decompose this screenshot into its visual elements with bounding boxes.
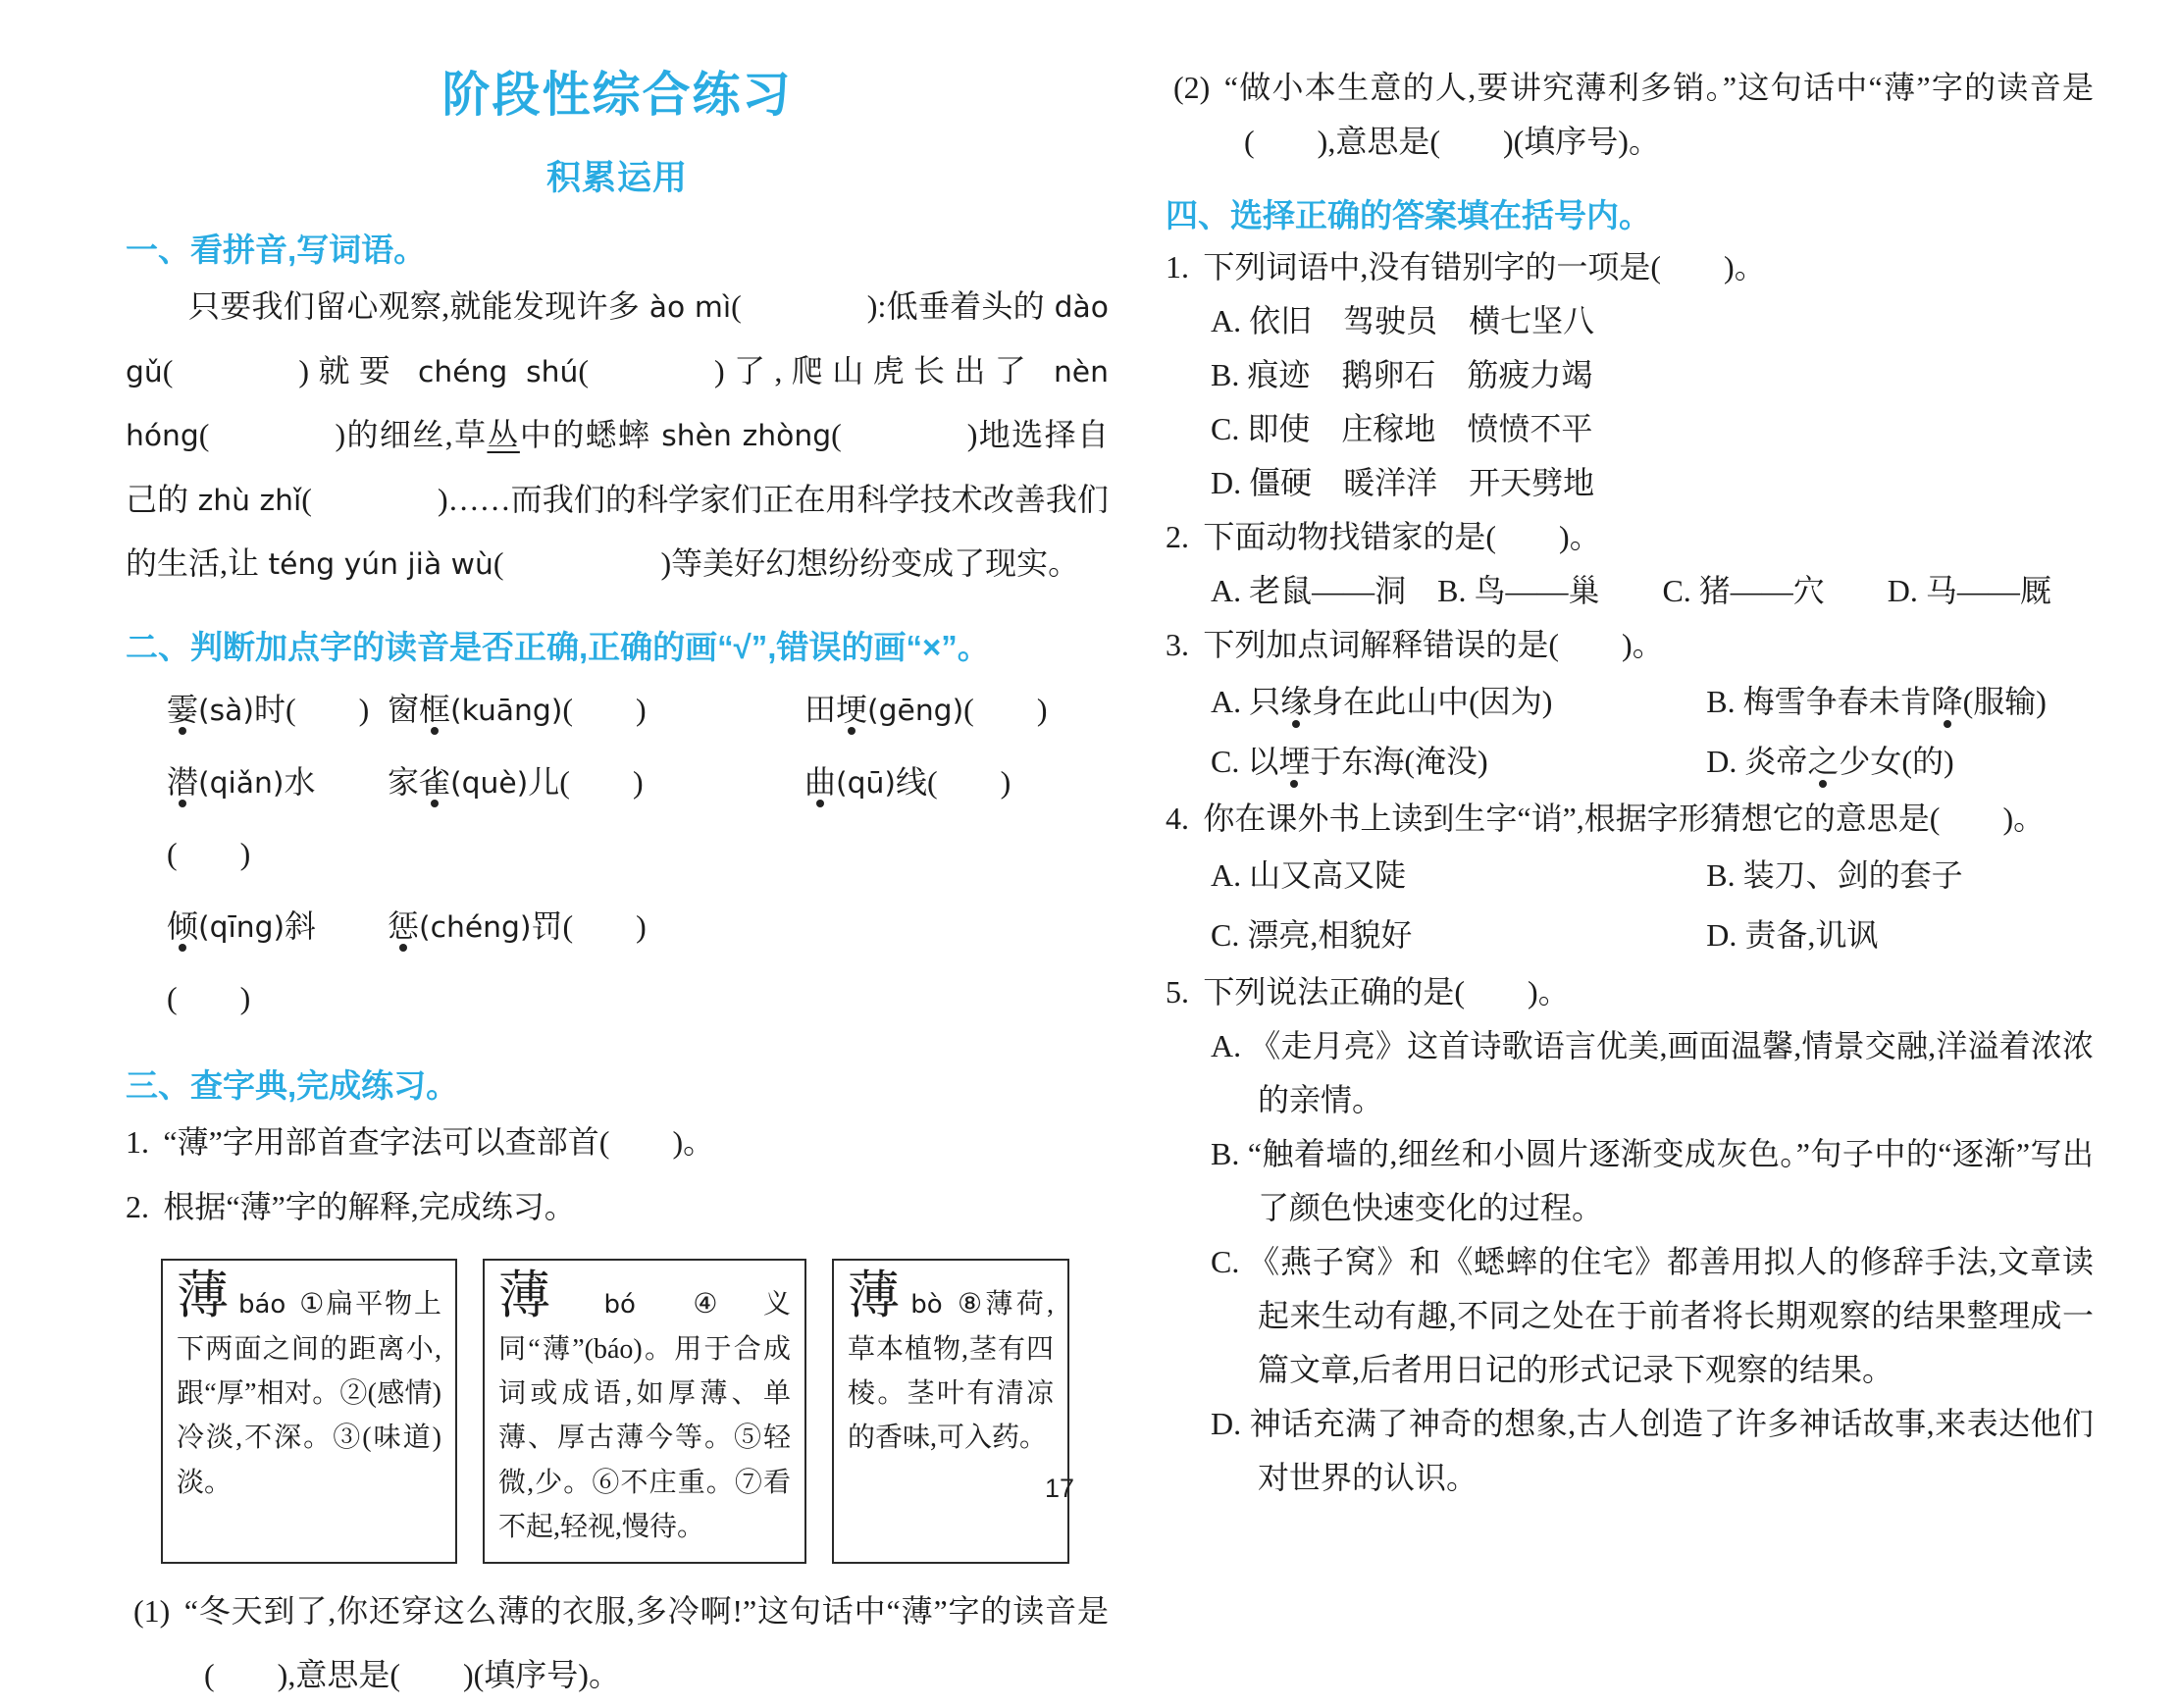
section-4-question-3 [1166, 618, 2094, 672]
entry-definition: ④义同“薄”(báo)。用于合成词或成语,如厚薄、单薄、厚古薄今等。⑤轻微,少。⑥不庄重。⑦看不起,轻视,慢待。 [498, 1289, 792, 1543]
item-text: “做小本生意的人,要讲究薄利多销。”这句话中“薄”字的读音是( ),意思是( )(填序号)。 [1223, 70, 2094, 160]
question-stem: 下列词语中,没有错别字的一项是( )。 [1203, 249, 1766, 285]
word-item-empty [804, 891, 1109, 1035]
section-4-heading: 四、选择正确的答案填在括号内。 [1166, 197, 1651, 234]
option-a: A. 依旧 驾驶员 横七坚八 [1211, 303, 1595, 339]
entry-pinyin: bó [603, 1290, 636, 1320]
option-b: B. “触着墙的,细丝和小圆片逐渐变成灰色。”句子中的“逐渐”写出了颜色快速变化的过程。 [1211, 1135, 2094, 1225]
option-d: D. 责备,讥讽 [1706, 916, 1879, 953]
question-number: 4. [1166, 801, 1189, 837]
section-3-subquestion-1 [133, 1579, 1109, 1708]
option-d: D. 炎帝之少女(的) [1706, 744, 1954, 780]
question-number: 1. [1166, 249, 1189, 285]
section-2-word-grid [167, 674, 1109, 1035]
item-number: 2. [126, 1188, 149, 1224]
word-item: 霎(sà)时( ) [167, 692, 370, 729]
question-number: 3. [1166, 627, 1189, 663]
question-1-options [1211, 294, 2094, 510]
option-d: D. 僵硬 暖洋洋 开天劈地 [1211, 465, 1595, 501]
word-item: 倾(qīng)斜( ) [167, 907, 317, 1016]
entry-definition: ⑧薄荷,草本植物,茎有四棱。茎叶有清凉的香味,可入药。 [848, 1289, 1054, 1454]
question-2-options: A. 老鼠——洞 B. 鸟——巢 C. 猪——穴 D. 马——厩 [1211, 573, 2051, 609]
entry-character: 薄 [177, 1268, 231, 1325]
question-number: 5. [1166, 973, 1189, 1009]
option-a: A. 《走月亮》这首诗歌语言优美,画面温馨,情景交融,洋溢着浓浓的亲情。 [1211, 1027, 2094, 1117]
question-stem: 你在课外书上读到生字“诮”,根据字形猜想它的意思是( )。 [1203, 801, 2046, 837]
page-number: 17 [1044, 1474, 1075, 1503]
option-b: B. 装刀、剑的套子 [1706, 857, 1963, 894]
item-text: “冬天到了,你还穿这么薄的衣服,多冷啊!”这句话中“薄”字的读音是( ),意思是( )(填序号)。 [183, 1592, 1109, 1693]
option-b: B. 痕迹 鹅卵石 筋疲力竭 [1211, 357, 1593, 393]
entry-character: 薄 [498, 1268, 596, 1325]
option-b: B. 梅雪争春未肯降(服输) [1706, 684, 2047, 720]
word-item: 窗框(kuāng)( ) [388, 692, 647, 729]
option-d: D. 神话充满了神奇的想象,古人创造了许多神话故事,来表达他们对世界的认识。 [1211, 1405, 2094, 1495]
question-4-options [1211, 846, 2094, 965]
entry-pinyin: bò [910, 1290, 943, 1320]
entry-pinyin: báo [237, 1290, 286, 1320]
dictionary-entry-bo4 [832, 1259, 1069, 1563]
section-3-heading: 三、查字典,完成练习。 [126, 1067, 459, 1105]
option-c: C. 《燕子窝》和《蟋蟀的住宅》都善用拟人的修辞手法,文章读起来生动有趣,不同之处在于前者将长期观察的结果整理成一篇文章,后者用日记的形式记录下观察的结果。 [1211, 1243, 2094, 1387]
dictionary-entry-bo2 [483, 1259, 806, 1563]
dictionary-entry-bao [161, 1259, 457, 1563]
item-number: (1) [133, 1592, 171, 1629]
section-2-heading: 二、判断加点字的读音是否正确,正确的画“√”,错误的画“×”。 [126, 628, 990, 665]
section-3-subquestion-2 [1173, 61, 2094, 169]
section-1-pinyin-paragraph: 只要我们留心观察,就能发现许多 ào mì( ):低垂着头的 dào gǔ( )就要 chéng shú( )了,爬山虎长出了 nèn hóng( )的细丝,草丛中的蟋蟀 shèn zhòng( )地选择自己的 zhù zhǐ( )……而我们的科学家们正在用科学技术改善我们的生活,让 téng yún jià wù( )等美好幻想纷纷变成了现实。 [126, 287, 1118, 583]
page-subtitle: 积累运用 [545, 158, 688, 197]
option-c: C. 漂亮,相貌好 [1211, 916, 1413, 953]
word-item: 潜(qiǎn)水( ) [167, 763, 316, 872]
item-text: 根据“薄”字的解释,完成练习。 [163, 1188, 576, 1224]
question-stem: 下列加点词解释错误的是( )。 [1203, 627, 1664, 663]
section-4-question-1 [1166, 240, 2094, 294]
entry-character: 薄 [848, 1268, 904, 1325]
word-item: 惩(chéng)罚( ) [388, 907, 647, 945]
option-a: A. 山又高又陡 [1211, 857, 1407, 894]
question-stem: 下面动物找错家的是( )。 [1203, 519, 1601, 555]
question-stem: 下列说法正确的是( )。 [1203, 973, 1570, 1009]
question-3-options [1211, 672, 2094, 792]
word-item: 家雀(què)儿( ) [388, 763, 644, 801]
item-number: (2) [1173, 70, 1211, 105]
section-4-question-4 [1166, 792, 2094, 846]
entry-definition: ①扁平物上下两面之间的距离小,跟“厚”相对。②(感情)冷淡,不深。③(味道)淡。 [177, 1289, 442, 1498]
option-a: A. 只缘身在此山中(因为) [1211, 684, 1553, 720]
dictionary-boxes [161, 1259, 1109, 1563]
item-number: 1. [126, 1124, 149, 1161]
left-column [126, 61, 1118, 1708]
section-3-item-2 [126, 1175, 1109, 1240]
word-item: 田埂(gēng)( ) [804, 692, 1048, 729]
section-4-question-2 [1166, 510, 2094, 564]
page-title: 阶段性综合练习 [441, 68, 793, 122]
item-text: “薄”字用部首查字法可以查部首( )。 [163, 1124, 715, 1161]
question-number: 2. [1166, 519, 1189, 555]
section-3-item-1 [126, 1111, 1109, 1175]
option-c: C. 即使 庄稼地 愤愤不平 [1211, 411, 1593, 447]
right-column [1166, 61, 2094, 1708]
section-1-heading: 一、看拼音,写词语。 [126, 231, 427, 268]
word-item: 曲(qū)线( ) [804, 763, 1011, 801]
option-c: C. 以堙于东海(淹没) [1211, 744, 1488, 780]
section-4-question-5 [1166, 965, 2094, 1019]
